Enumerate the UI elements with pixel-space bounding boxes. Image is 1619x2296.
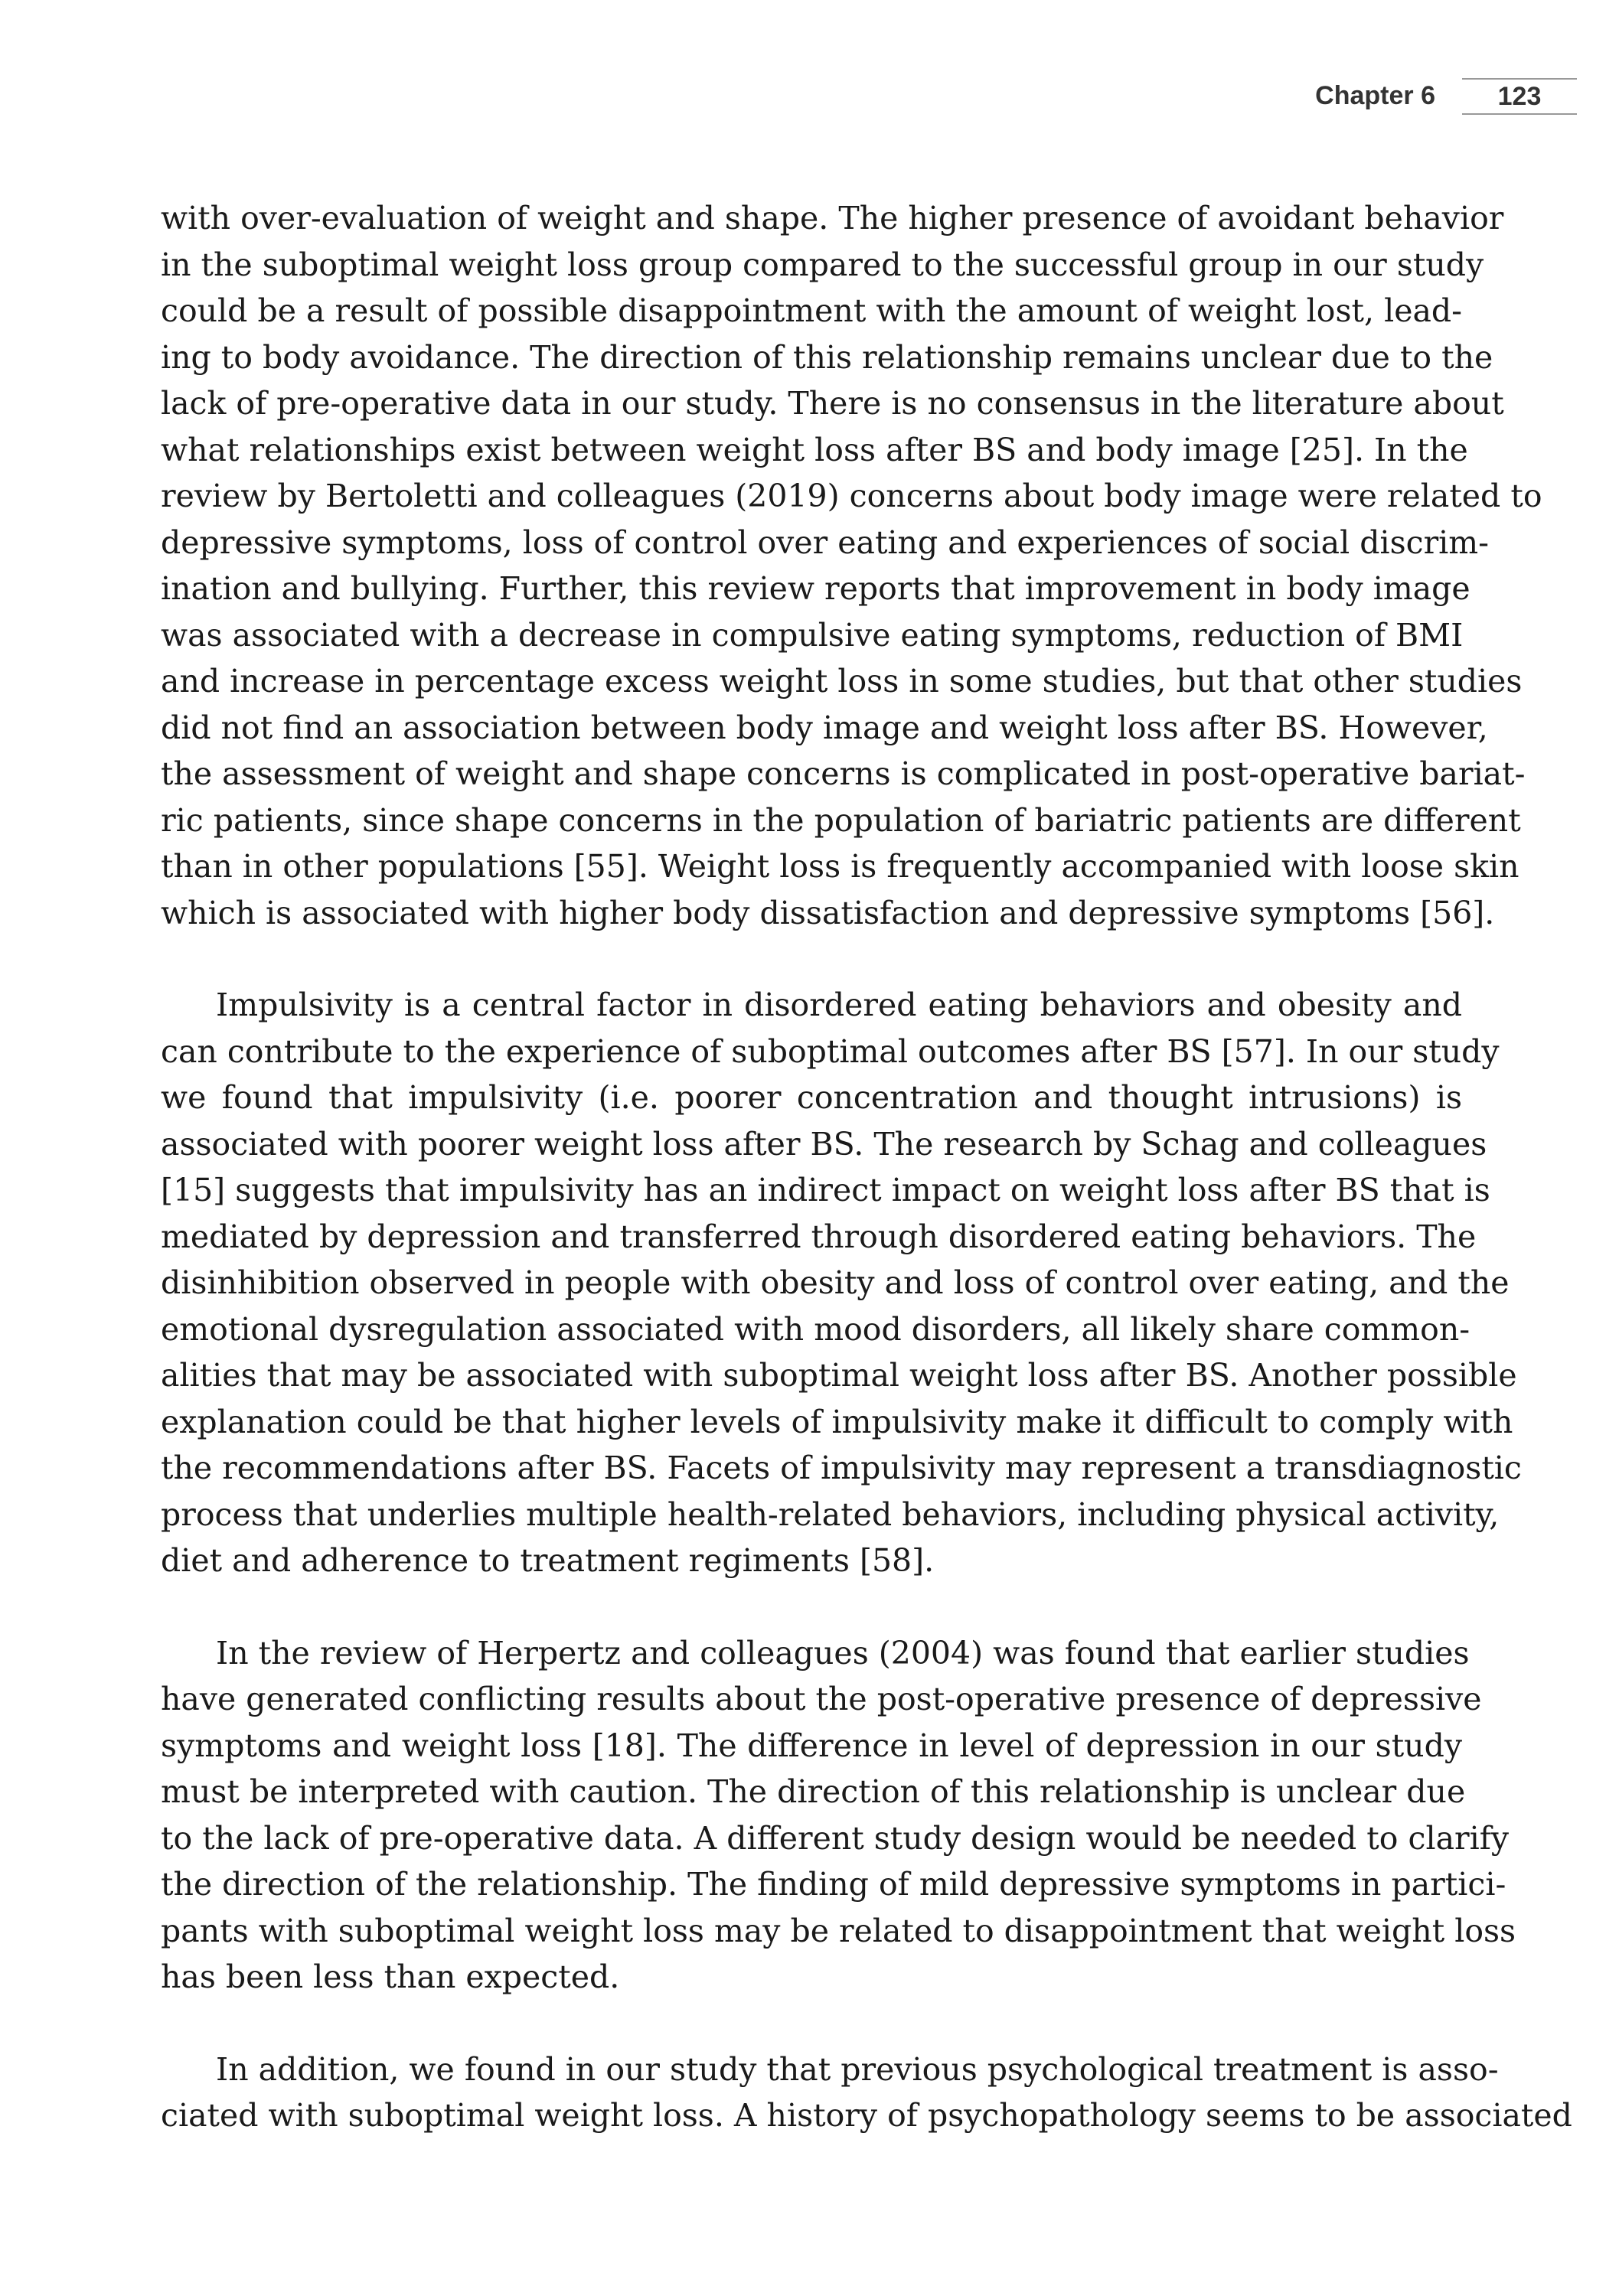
text-line: the recommendations after BS. Facets of impulsivity may represent a transdiagnostic <box>161 1450 1522 1486</box>
text-line: could be a result of possible disappointment with the amount of weight lost, lead- <box>161 292 1462 329</box>
paragraph <box>161 2047 1572 2139</box>
text-line: what relationships exist between weight loss after BS and body image [25]. In the <box>161 431 1468 468</box>
text-line: than in other populations [55]. Weight loss is frequently accompanied with loose skin <box>161 848 1519 885</box>
text-line: must be interpreted with caution. The direction of this relationship is unclear due <box>161 1773 1466 1810</box>
text-line: explanation could be that higher levels of impulsivity make it difficult to comply with <box>161 1403 1513 1440</box>
text-line: and increase in percentage excess weight loss in some studies, but that other studies <box>161 663 1523 700</box>
text-line: diet and adherence to treatment regiments [58]. <box>161 1542 935 1579</box>
text-line: which is associated with higher body dissatisfaction and depressive symptoms [56]. <box>161 894 1495 931</box>
text-line: in the suboptimal weight loss group compared to the successful group in our study <box>161 246 1484 283</box>
chapter-label: Chapter 6 <box>1315 81 1435 110</box>
text-line: pants with suboptimal weight loss may be related to disappointment that weight loss <box>161 1912 1516 1949</box>
text-line: was associated with a decrease in compulsive eating symptoms, reduction of BMI <box>161 616 1464 654</box>
text-line: have generated conflicting results about the post-operative presence of depressive <box>161 1681 1482 1717</box>
text-line: lack of pre-operative data in our study. There is no consensus in the literature about <box>161 385 1504 422</box>
text-line: In the review of Herpertz and colleagues (2004) was found that earlier studies <box>216 1634 1470 1671</box>
text-line: process that underlies multiple health-related behaviors, including physical activity, <box>161 1495 1500 1533</box>
text-line: has been less than expected. <box>161 1958 620 1995</box>
text-line: ric patients, since shape concerns in the population of bariatric patients are different <box>161 801 1521 839</box>
text-line: symptoms and weight loss [18]. The difference in level of depression in our study <box>161 1727 1462 1764</box>
text-line: we found that impulsivity (i.e. poorer concentration and thought intrusions) is <box>161 1079 1462 1116</box>
text-line: [15] suggests that impulsivity has an indirect impact on weight loss after BS that is <box>161 1172 1490 1208</box>
page-number: 123 <box>1462 78 1577 115</box>
paragraph <box>161 982 1522 1584</box>
text-line: Impulsivity is a central factor in disordered eating behaviors and obesity and <box>216 987 1462 1023</box>
text-line: mediated by depression and transferred through disordered eating behaviors. The <box>161 1218 1477 1255</box>
text-line: emotional dysregulation associated with mood disorders, all likely share common- <box>161 1310 1470 1348</box>
text-line: ing to body avoidance. The direction of this relationship remains unclear due to the <box>161 338 1493 376</box>
text-line: the assessment of weight and shape concerns is complicated in post-operative bariat- <box>161 755 1526 792</box>
text-line: ciated with suboptimal weight loss. A history of psychopathology seems to be associated <box>161 2097 1572 2134</box>
paragraph <box>161 1630 1516 2001</box>
text-line: associated with poorer weight loss after BS. The research by Schag and colleagues <box>161 1125 1487 1163</box>
text-line: with over-evaluation of weight and shape. The higher presence of avoidant behavior <box>161 200 1504 236</box>
text-line: In addition, we found in our study that previous psychological treatment is asso- <box>216 2050 1499 2088</box>
text-line: the direction of the relationship. The finding of mild depressive symptoms in partici- <box>161 1866 1506 1903</box>
paragraph <box>161 195 1542 936</box>
text-line: disinhibition observed in people with obesity and loss of control over eating, and the <box>161 1264 1510 1301</box>
text-line: to the lack of pre-operative data. A different study design would be needed to clarify <box>161 1819 1510 1857</box>
paragraph-gap <box>161 936 1462 982</box>
text-line: did not find an association between body image and weight loss after BS. However, <box>161 709 1488 746</box>
text-line: review by Bertoletti and colleagues (2019) concerns about body image were related to <box>161 478 1542 514</box>
running-header <box>1315 78 1577 124</box>
paragraph-gap <box>161 1584 1462 1630</box>
text-line: can contribute to the experience of suboptimal outcomes after BS [57]. In our study <box>161 1032 1500 1070</box>
text-line: ination and bullying. Further, this review reports that improvement in body image <box>161 570 1470 607</box>
text-line: depressive symptoms, loss of control over eating and experiences of social discrim- <box>161 523 1490 561</box>
body-text <box>161 195 1572 2139</box>
paragraph-gap <box>161 2001 1462 2047</box>
text-line: alities that may be associated with suboptimal weight loss after BS. Another possible <box>161 1357 1517 1394</box>
